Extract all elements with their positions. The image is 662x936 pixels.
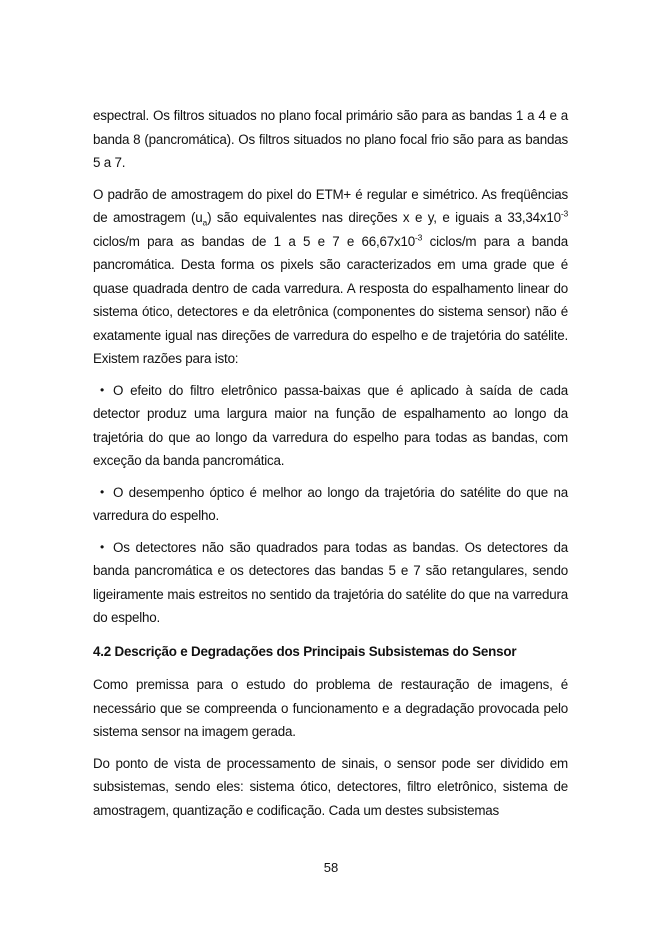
subscript-a: a <box>202 217 208 228</box>
page-number: 58 <box>323 860 339 875</box>
section-heading: 4.2 Descrição e Degradações dos Principais Subsistemas do Sensor <box>93 643 517 659</box>
superscript-2: -3 <box>415 232 423 243</box>
paragraph-2 <box>93 183 568 371</box>
paragraph-1: espectral. Os filtros situados no plano focal primário são para as bandas 1 a 4 e a banda 8 (pancromática). Os filtros situados no plano focal frio são para as bandas 5 a 7. <box>93 108 568 170</box>
paragraph-2-part-b: ) são equivalentes nas direções x e y, e iguais a 33,34x10 <box>207 210 561 225</box>
body-text <box>93 104 568 830</box>
paragraph-4: Do ponto de vista de processamento de sinais, o sensor pode ser dividido em subsistemas, sendo eles: sistema ótico, detectores, filtro eletrônico, sistema de amostragem, quantização e codificação. Cada um destes subsistemas <box>93 755 568 818</box>
paragraph-3: Como premissa para o estudo do problema de restauração de imagens, é necessário que se compreenda o funcionamento e a degradação provocada pelo sistema sensor na imagem gerada. <box>93 677 568 739</box>
paragraph-2-part-a: O padrão de amostragem do pixel do ETM+ é regular e simétrico. As freqüências de amostragem (u <box>93 186 568 225</box>
superscript-1: -3 <box>560 208 568 219</box>
bullet-item-1: • O efeito do filtro eletrônico passa-baixas que é aplicado à saída de cada detector produz uma largura maior na função de espalhamento ao longo da trajetória do que ao longo da varredura do espelho para todas as bandas, com exceção da banda pancromática. <box>93 379 568 473</box>
paragraph-2-part-c: ciclos/m para as bandas de 1 a 5 e 7 e 66,67x10 <box>93 233 416 249</box>
bullet-item-2: • O desempenho óptico é melhor ao longo da trajetória do satélite do que na varredura do espelho. <box>93 481 568 528</box>
paragraph-2-part-d: ciclos/m para a banda pancromática. Desta forma os pixels são caracterizados em uma grade que é quase quadrada dentro de cada varredura. A resposta do espalhamento linear do sistema ótico, detectores e da eletrônica (componentes do sistema sensor) não é exatamente igual nas direções de varredura do espelho e de trajetória do satélite. Existem razões para isto: <box>93 233 568 366</box>
bullet-item-3: • Os detectores não são quadrados para todas as bandas. Os detectores da banda pancromática e os detectores das bandas 5 e 7 são retangulares, sendo ligeiramente mais estreitos no sentido da trajetória do satélite do que na varredura do espelho. <box>93 536 568 630</box>
